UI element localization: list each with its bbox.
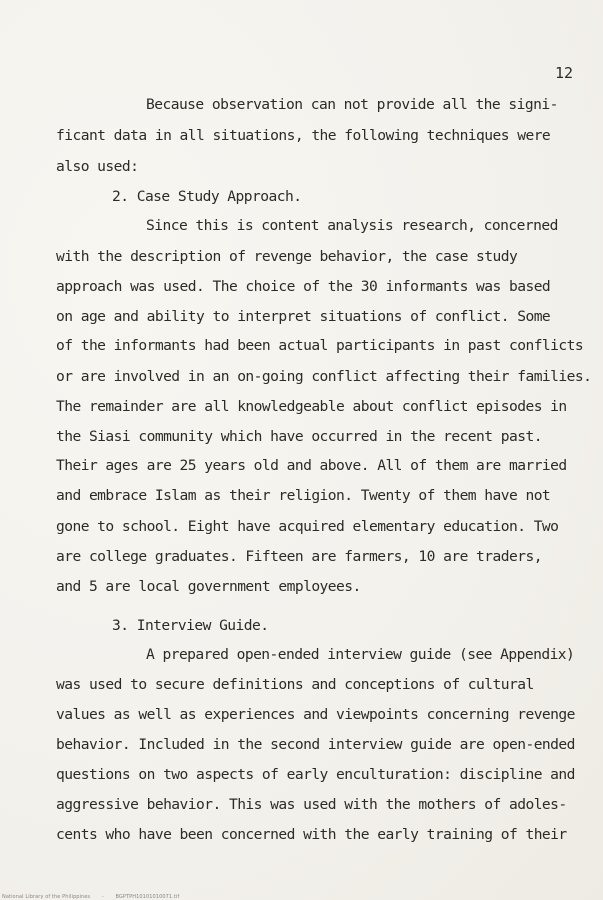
footer-institution: National Library of the Philippines [2, 894, 91, 900]
footer-file-id: BGPTPH10101010071.tif [115, 894, 180, 900]
text-line: also used: [56, 158, 139, 175]
text-line: with the description of revenge behavior, the case study [56, 248, 518, 265]
section-heading: 2. Case Study Approach. [112, 188, 302, 205]
text-line: questions on two aspects of early enculturation: discipline and [56, 766, 575, 783]
text-line: gone to school. Eight have acquired elementary education. Two [56, 518, 559, 535]
footer-separator: - [101, 894, 104, 900]
text-line: the Siasi community which have occurred in the recent past. [56, 428, 542, 445]
text-line: Since this is content analysis research, concerned [146, 217, 558, 234]
text-line: or are involved in an on-going conflict affecting their families. [56, 368, 592, 385]
text-line: Their ages are 25 years old and above. All of them are married [56, 457, 567, 474]
text-line: behavior. Included in the second interview guide are open-ended [56, 736, 575, 753]
text-line: and embrace Islam as their religion. Twenty of them have not [56, 487, 551, 504]
page-number: 12 [554, 64, 573, 82]
text-line: and 5 are local government employees. [56, 578, 361, 595]
text-line: A prepared open-ended interview guide (see Appendix) [146, 646, 575, 663]
text-line: approach was used. The choice of the 30 informants was based [56, 278, 551, 295]
text-line: of the informants had been actual participants in past conflicts [56, 337, 584, 354]
text-line: on age and ability to interpret situations of conflict. Some [56, 308, 551, 325]
scan-footer [2, 894, 189, 900]
text-line: are college graduates. Fifteen are farmers, 10 are traders, [56, 548, 542, 565]
text-line: aggressive behavior. This was used with the mothers of adoles- [56, 796, 567, 813]
text-line: values as well as experiences and viewpoints concerning revenge [56, 706, 575, 723]
text-line: ficant data in all situations, the following techniques were [56, 127, 551, 144]
text-line: cents who have been concerned with the early training of their [56, 826, 567, 843]
section-heading: 3. Interview Guide. [112, 617, 269, 634]
text-line: Because observation can not provide all the signi- [146, 96, 558, 113]
text-line: The remainder are all knowledgeable about conflict episodes in [56, 398, 567, 415]
text-line: was used to secure definitions and conceptions of cultural [56, 676, 534, 693]
